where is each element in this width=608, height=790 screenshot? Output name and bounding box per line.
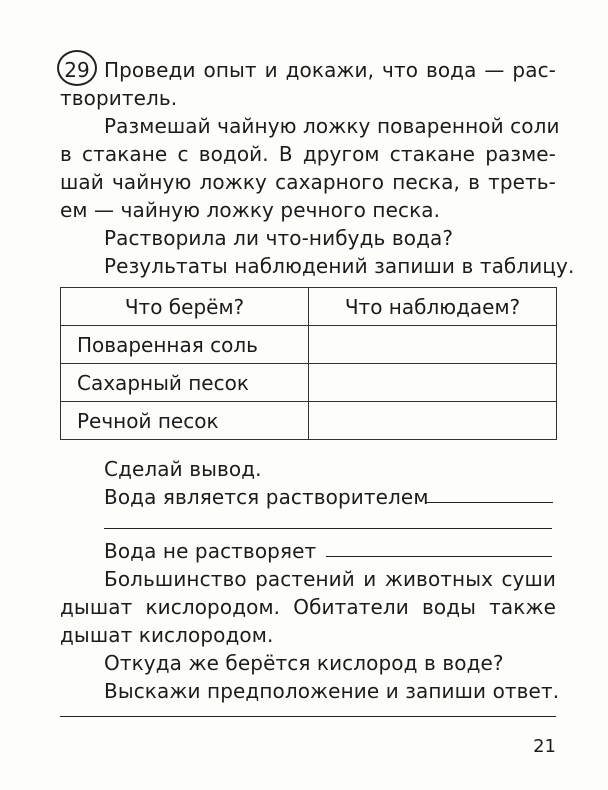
table-header-row <box>61 288 557 326</box>
table-row <box>61 364 557 402</box>
conclusion-line: Вода не растворяет <box>104 539 317 563</box>
task-line: в стакане с водой. В другом стакане разме- <box>60 142 556 166</box>
answer-blank-line[interactable] <box>425 502 553 503</box>
page-number: 21 <box>533 736 556 757</box>
table-cell-observation[interactable] <box>309 402 557 440</box>
table-cell-observation[interactable] <box>309 364 557 402</box>
task-line: Размешай чайную ложку поваренной соли <box>104 114 560 138</box>
conclusion-line: Выскажи предположение и запиши ответ. <box>104 679 560 703</box>
conclusion-line: Откуда же берётся кислород в воде? <box>104 651 504 675</box>
conclusion-line: дышат кислородом. Обитатели воды также <box>60 595 556 619</box>
table-cell-observation[interactable] <box>309 326 557 364</box>
conclusion-line: Вода является растворителем <box>104 485 429 509</box>
task-line: ем — чайную ложку речного песка. <box>60 198 441 222</box>
task-line: шай чайную ложку сахарного песка, в треть- <box>60 170 556 194</box>
table-row <box>61 326 557 364</box>
task-line: Проведи опыт и докажи, что вода — рас- <box>104 58 556 82</box>
answer-blank-line[interactable] <box>104 528 552 529</box>
table-header: Что наблюдаем? <box>309 288 557 326</box>
table-cell-substance: Поваренная соль <box>61 326 309 364</box>
table-header: Что берём? <box>61 288 309 326</box>
table-cell-substance: Речной песок <box>61 402 309 440</box>
task-line: творитель. <box>60 86 178 110</box>
conclusion-line: Сделай вывод. <box>104 457 262 481</box>
task-line: Растворила ли что-нибудь вода? <box>104 226 454 250</box>
conclusion-line: дышат кислородом. <box>60 623 274 647</box>
answer-blank-line[interactable] <box>326 556 552 557</box>
observation-table <box>60 287 557 440</box>
table-row <box>61 402 557 440</box>
task-number-badge: 29 <box>57 50 97 86</box>
task-line: Результаты наблюдений запиши в таблицу. <box>104 254 575 278</box>
conclusion-line: Большинство растений и животных суши <box>104 567 556 591</box>
answer-blank-line[interactable] <box>60 716 556 717</box>
table-cell-substance: Сахарный песок <box>61 364 309 402</box>
